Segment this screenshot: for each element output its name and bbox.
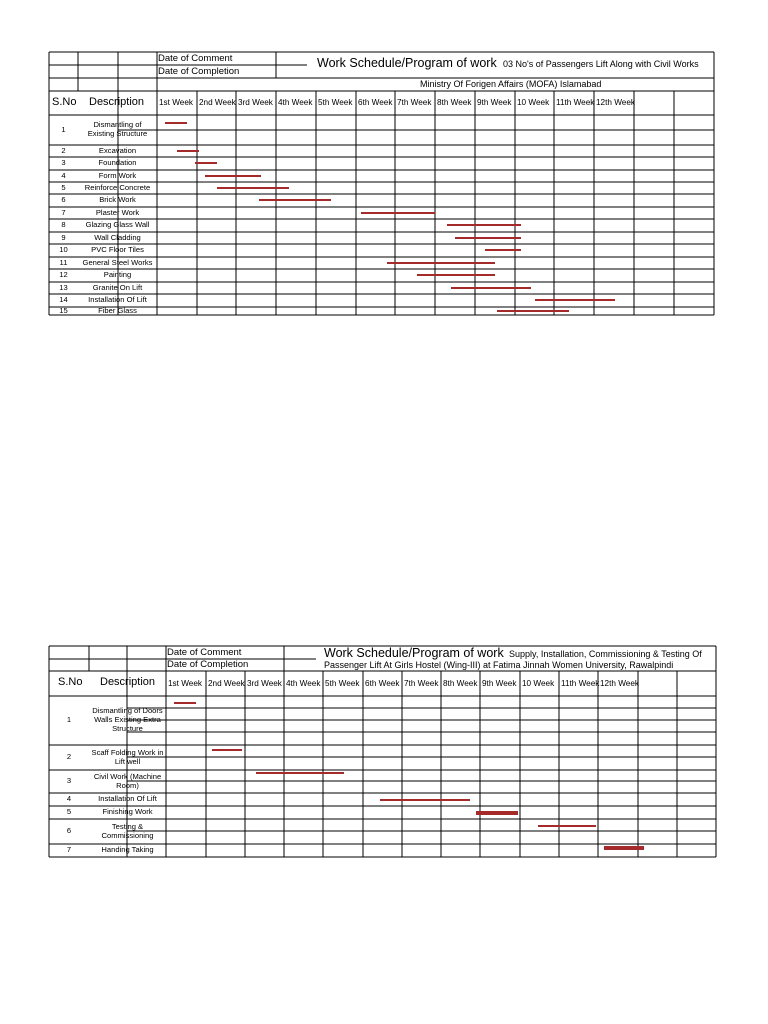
task-description: Finishing Work: [102, 807, 153, 817]
task-description: Dismantling of Doors Walls Existing Extra Structure: [92, 706, 163, 733]
task-number: 1: [66, 715, 72, 725]
week-header: 1st Week: [159, 98, 193, 107]
task-description: Painting: [103, 270, 132, 280]
work-schedule-table-2: [49, 646, 716, 857]
schedule-title: Work Schedule/Program of work: [324, 646, 504, 660]
task-description: Granite On Lift: [92, 282, 143, 292]
task-description: Dismantling of Existing Structure: [87, 120, 148, 138]
week-header: 6th Week: [365, 678, 400, 688]
task-number: 14: [59, 295, 68, 305]
task-number: 6: [66, 826, 72, 836]
task-description: Handing Taking: [101, 845, 154, 855]
task-description: Form Work: [98, 170, 137, 180]
week-header: 4th Week: [286, 678, 321, 688]
week-header: 5th Week: [318, 98, 353, 107]
task-number: 7: [61, 207, 66, 217]
schedule-title: Work Schedule/Program of work: [317, 56, 497, 70]
task-description: PVC Floor Tiles: [91, 245, 144, 255]
task-number: 9: [61, 232, 66, 242]
week-header: 9th Week: [477, 98, 512, 107]
schedule-subtitle: 03 No's of Passengers Lift Along with Civil Works: [503, 59, 699, 69]
task-number: 1: [61, 124, 66, 134]
work-schedule-table-1: [49, 52, 714, 315]
task-number: 7: [66, 845, 72, 855]
task-description: Reinforce Concrete: [84, 182, 151, 192]
task-description: Wall Cladding: [94, 232, 141, 242]
description-header: Description: [100, 676, 156, 688]
week-header: 3rd Week: [238, 98, 273, 107]
week-header: 2nd Week: [199, 98, 236, 107]
sno-header: S.No: [52, 96, 77, 108]
week-header: 12th Week: [596, 98, 635, 107]
date-of-completion-label: Date of Completion: [158, 66, 240, 77]
week-header: 10 Week: [517, 98, 550, 107]
task-number: 3: [61, 158, 66, 168]
date-of-completion-label: Date of Completion: [167, 659, 249, 670]
task-number: 4: [61, 170, 66, 180]
task-number: 5: [61, 182, 66, 192]
schedule-client: Passenger Lift At Girls Hostel (Wing-III) at Fatima Jinnah Women University, Rawalpindi: [324, 660, 674, 670]
week-header: 6th Week: [358, 98, 393, 107]
task-number: 4: [66, 794, 72, 804]
task-number: 10: [59, 245, 68, 255]
task-description: Brick Work: [99, 195, 136, 205]
week-header: 2nd Week: [208, 678, 245, 688]
week-header: 3rd Week: [247, 678, 282, 688]
date-of-comment-label: Date of Comment: [167, 647, 242, 658]
task-description: Foundation: [98, 158, 137, 168]
schedule-subtitle: Supply, Installation, Commissioning & Testing Of: [509, 649, 702, 659]
task-number: 13: [59, 282, 68, 292]
task-description: Plaster Work: [95, 207, 140, 217]
week-header: 1st Week: [168, 678, 202, 688]
date-of-comment-label: Date of Comment: [158, 53, 233, 64]
task-description: General Steel Works: [82, 257, 153, 267]
week-header: 7th Week: [397, 98, 432, 107]
task-number: 12: [59, 270, 68, 280]
task-number: 2: [61, 145, 66, 155]
task-description: Installation Of Lift: [98, 794, 157, 804]
week-header: 8th Week: [437, 98, 472, 107]
task-number: 8: [61, 220, 66, 230]
week-header: 7th Week: [404, 678, 439, 688]
task-description: Installation Of Lift: [88, 295, 147, 305]
task-description: Glazing Glass Wall: [85, 220, 150, 230]
week-header: 12th Week: [600, 678, 639, 688]
task-description: Testing & Commissioning: [101, 821, 154, 840]
week-header: 11th Week: [561, 678, 600, 688]
week-header: 4th Week: [278, 98, 313, 107]
task-description: Scaff Folding Work in Lift well: [91, 747, 164, 766]
week-header: 9th Week: [482, 678, 517, 688]
task-description: Fiber Glass: [98, 305, 137, 315]
task-number: 11: [59, 257, 68, 267]
sno-header: S.No: [58, 676, 83, 688]
task-number: 15: [59, 305, 68, 315]
task-description: Civil Work (Machine Room): [93, 771, 162, 790]
week-header: 8th Week: [443, 678, 478, 688]
task-description: Excavation: [98, 145, 137, 155]
task-number: 5: [66, 807, 72, 817]
week-header: 10 Week: [522, 678, 555, 688]
task-number: 2: [66, 752, 72, 762]
week-header: 5th Week: [325, 678, 360, 688]
task-number: 6: [61, 195, 66, 205]
schedule-client: Ministry Of Forigen Affairs (MOFA) Islamabad: [420, 79, 602, 89]
week-header: 11th Week: [556, 98, 595, 107]
task-number: 3: [66, 776, 72, 786]
description-header: Description: [89, 96, 145, 108]
